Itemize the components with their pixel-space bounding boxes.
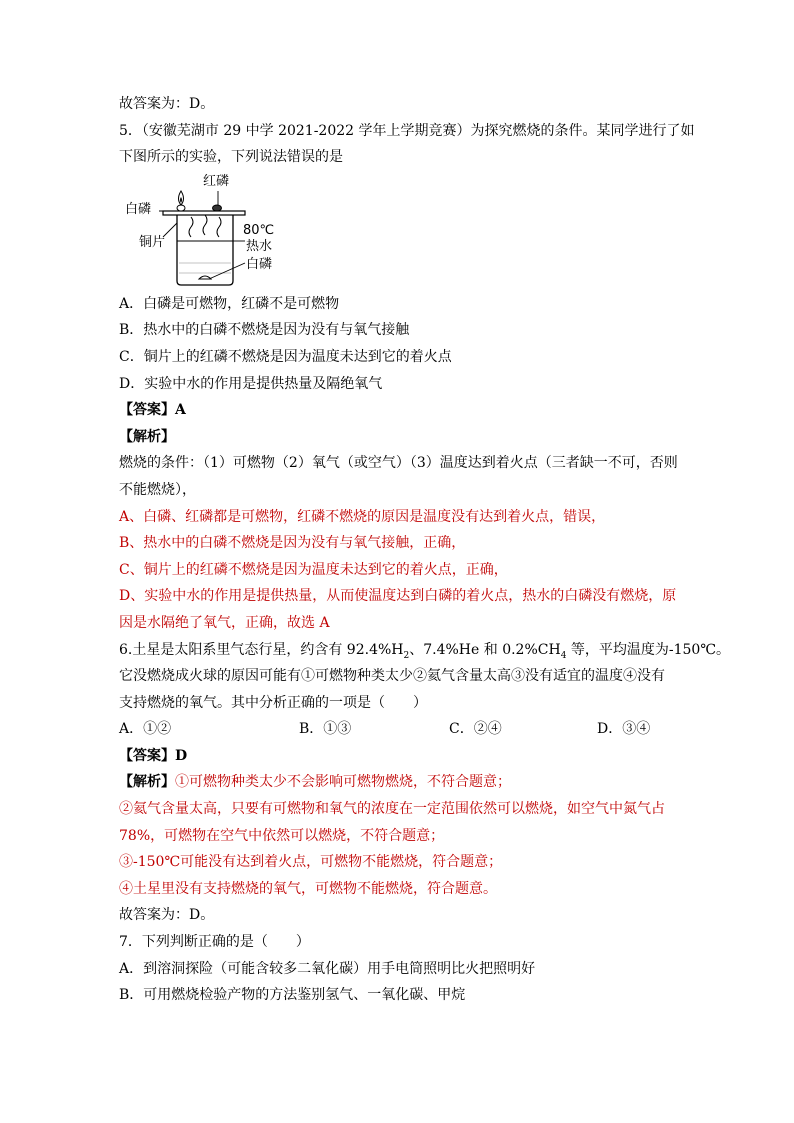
q6-options [119, 716, 699, 743]
q5-analysis-a: A、白磷、红磷都是可燃物，红磷不燃烧的原因是温度没有达到着火点，错误， [119, 508, 606, 525]
document-content [119, 91, 730, 1009]
label-white-phosphorus-plate: 白磷 [125, 201, 152, 217]
q5-analysis-d1: D、实验中水的作用是提供热量，从而使温度达到白磷的着火点，热水的白磷没有燃烧，原 [119, 588, 677, 605]
q5-option-a: A．白磷是可燃物，红磷不是可燃物 [119, 295, 340, 312]
final-answer-q4: 故答案为：D。 [119, 96, 215, 112]
experiment-figure [125, 173, 295, 289]
label-copper-plate: 铜片 [139, 234, 166, 250]
q6-stem-part2: 、7.4%He 和 0.2%CH [409, 641, 561, 658]
q6-analysis-1: ①可燃物种类太少不会影响可燃物燃烧，不符合题意； [175, 774, 511, 791]
q5-analysis-c: C、铜片上的红磷不燃烧是因为温度未达到它的着火点，正确， [119, 561, 508, 578]
q6-option-c: C．②④ [449, 721, 502, 738]
q5-analysis-d2: 因是水隔绝了氧气，正确，故选 A [119, 614, 330, 631]
q6-stem-part1: 6.土星是太阳系里气态行星，约含有 92.4%H [119, 641, 404, 658]
q6-analysis-4: ④土星里没有支持燃烧的氧气，可燃物不能燃烧，符合题意。 [119, 880, 497, 897]
q5-analysis-line2: 不能燃烧）， [119, 481, 196, 498]
q5-analysis-b: B、热水中的白磷不燃烧是因为没有与氧气接触，正确， [119, 535, 466, 552]
q5-answer: 【答案】A [119, 402, 186, 419]
q6-option-a: A．①② [119, 721, 172, 738]
label-hot-water: 热水 [246, 238, 273, 254]
q5-option-c: C．铜片上的红磷不燃烧是因为温度未达到它的着火点 [119, 348, 452, 365]
q5-analysis-line1: 燃烧的条件：（1）可燃物（2）氧气（或空气）（3）温度达到着火点（三者缺一不可，否则 [119, 455, 678, 472]
q6-stem-line2: 它没燃烧成火球的原因可能有①可燃物种类太少②氦气含量太高③没有适宜的温度④没有 [119, 668, 665, 685]
q6-option-b: B．①③ [299, 721, 352, 738]
q5-stem-line1: 5．（安徽芜湖市 29 中学 2021-2022 学年上学期竞赛）为探究燃烧的条件。某同学进行了如 [119, 122, 695, 139]
q7-option-a: A．到溶洞探险（可能含较多二氧化碳）用手电筒照明比火把照明好 [119, 960, 536, 977]
q5-stem-line2: 下图所示的实验，下列说法错误的是 [119, 149, 343, 166]
q6-analysis-3: ③-150℃可能没有达到着火点，可燃物不能燃烧，符合题意； [119, 854, 503, 871]
q6-stem-line3: 支持燃烧的氧气。其中分析正确的一项是（ ） [119, 694, 427, 711]
q6-analysis-heading: 【解析】 [119, 774, 175, 791]
q6-analysis-line1 [119, 769, 699, 796]
label-red-phosphorus: 红磷 [203, 173, 230, 189]
q6-stem-part3: 等，平均温度为-150℃。 [566, 641, 730, 658]
q5-option-d: D．实验中水的作用是提供热量及隔绝氧气 [119, 375, 383, 392]
q6-stem-line1 [119, 637, 730, 664]
q6-final-answer: 故答案为：D。 [119, 907, 215, 924]
label-white-phosphorus-water: 白磷 [246, 256, 273, 272]
label-temperature: 80℃ [243, 222, 275, 238]
q6-analysis-2a: ②氦气含量太高，只要有可燃物和氧气的浓度在一定范围依然可以燃烧，如空气中氮气占 [119, 801, 665, 818]
q5-analysis-heading: 【解析】 [119, 428, 175, 445]
q6-analysis-2b: 78%，可燃物在空气中依然可以燃烧，不符合题意； [119, 827, 445, 844]
q7-option-b: B．可用燃烧检验产物的方法鉴别氢气、一氧化碳、甲烷 [119, 987, 466, 1004]
q5-option-b: B．热水中的白磷不燃烧是因为没有与氧气接触 [119, 322, 410, 339]
q7-stem: 7．下列判断正确的是（ ） [119, 934, 310, 951]
subscript-2: 2 [403, 650, 410, 661]
q6-answer: 【答案】D [119, 747, 188, 764]
q6-option-d: D．③④ [597, 721, 651, 738]
subscript-4: 4 [560, 650, 567, 661]
